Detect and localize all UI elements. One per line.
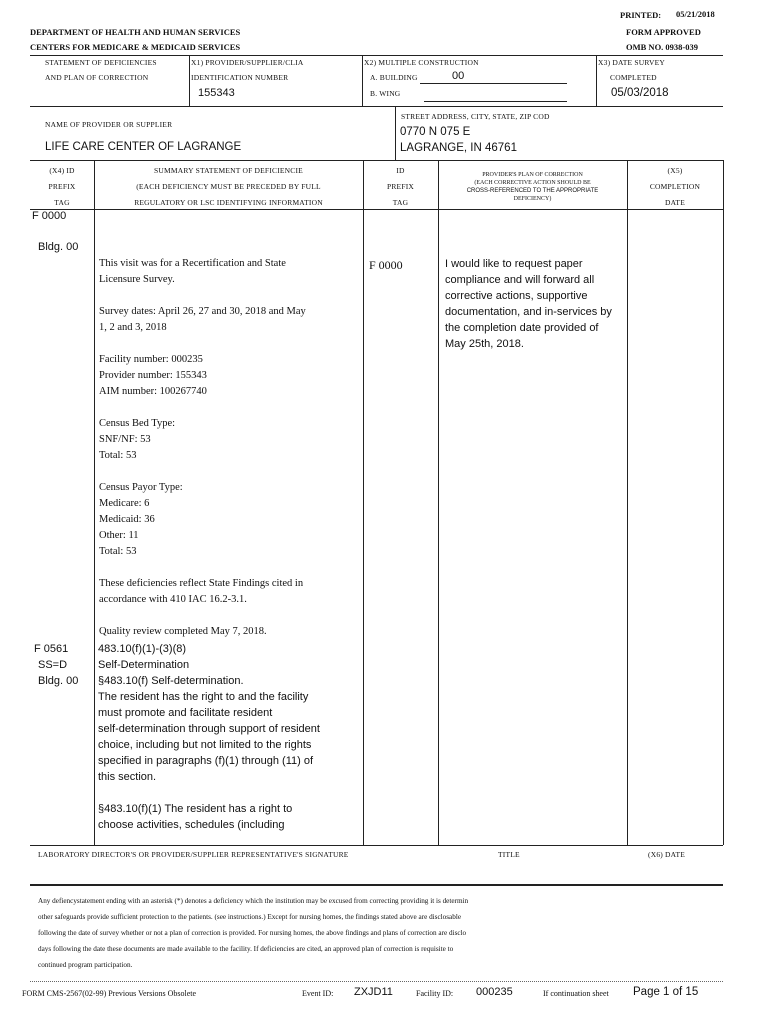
building-tag-1: Bldg. 00 bbox=[38, 241, 79, 253]
x2-label: X2) MULTIPLE CONSTRUCTION bbox=[364, 58, 479, 67]
recert-line-1: This visit was for a Recertification and State bbox=[99, 258, 286, 269]
facility-id-label: Facility ID: bbox=[416, 989, 454, 998]
aim-number: AIM number: 100267740 bbox=[99, 386, 207, 397]
findings-line-2: accordance with 410 IAC 16.2-3.1. bbox=[99, 594, 247, 605]
summary-header-1: SUMMARY STATEMENT OF DEFICIENCIE bbox=[154, 166, 303, 175]
id-header-2: PREFIX bbox=[386, 182, 415, 191]
plan-text-block bbox=[445, 256, 625, 352]
id-header-3: TAG bbox=[392, 198, 409, 207]
building-tag-2: Bldg. 00 bbox=[38, 675, 79, 687]
x4-header-1: (X4) ID bbox=[49, 166, 75, 175]
x3-label-1: X3) DATE SURVEY bbox=[598, 58, 665, 67]
payor-type-title: Census Payor Type: bbox=[99, 482, 183, 493]
address-line-1: 0770 N 075 E bbox=[400, 126, 471, 138]
payor-total: Total: 53 bbox=[99, 546, 137, 557]
reg-line-7: choice, including but not limited to the rights bbox=[98, 739, 312, 751]
event-id-value: ZXJD11 bbox=[354, 986, 393, 998]
survey-completed-date: 05/03/2018 bbox=[611, 87, 669, 99]
x5-header-1: (X5) bbox=[667, 166, 683, 175]
agency-line-2: CENTERS FOR MEDICARE & MEDICAID SERVICES bbox=[30, 42, 241, 52]
printed-label: PRINTED: bbox=[620, 10, 662, 20]
deficiency-tag-block bbox=[32, 641, 78, 689]
x1-label-2: IDENTIFICATION NUMBER bbox=[191, 73, 289, 82]
quality-review: Quality review completed May 7, 2018. bbox=[99, 626, 267, 637]
bed-total: Total: 53 bbox=[99, 450, 137, 461]
disclaimer-line-2: other safeguards provide sufficient protection to the patients. (see instructions.) Except for nursing homes, the findings stated above are disclosable bbox=[38, 913, 462, 921]
x4-header-2: PREFIX bbox=[48, 182, 76, 191]
reg-line-10: §483.10(f)(1) The resident has a right to bbox=[98, 803, 293, 815]
x5-header-3: DATE bbox=[665, 198, 685, 207]
address-label: STREET ADDRESS, CITY, STATE, ZIP COD bbox=[401, 112, 550, 121]
building-label: A. BUILDING bbox=[370, 73, 418, 82]
plan-prefix-tag: F 0000 bbox=[369, 258, 403, 272]
reg-line-9: this section. bbox=[98, 771, 157, 783]
disclaimer-line-5: continued program participation. bbox=[38, 961, 133, 969]
survey-line-1: Survey dates: April 26, 27 and 30, 2018 and May bbox=[99, 306, 306, 317]
building-value: 00 bbox=[452, 70, 465, 82]
plan-header-3: CROSS-REFERENCED TO THE APPROPRIATE bbox=[466, 188, 599, 194]
omb-number: OMB NO. 0938-039 bbox=[626, 42, 699, 52]
reg-line-8: specified in paragraphs (f)(1) through (11) of bbox=[98, 755, 314, 767]
prefix-tag-2: F 0561 bbox=[34, 643, 69, 655]
disclaimer-block bbox=[38, 893, 728, 973]
signature-label: LABORATORY DIRECTOR'S OR PROVIDER/SUPPLIER REPRESENTATIVE'S SIGNATURE bbox=[38, 850, 349, 859]
summary-header-3: REGULATORY OR LSC IDENTIFYING INFORMATION bbox=[134, 198, 323, 207]
plan-line-3: corrective actions, supportive bbox=[445, 290, 588, 302]
form-number: FORM CMS-2567(02-99) Previous Versions Obsolete bbox=[22, 989, 197, 998]
regulation-text-block bbox=[98, 641, 360, 833]
title-label: TITLE bbox=[498, 850, 520, 859]
payor-other: Other: 11 bbox=[99, 530, 139, 541]
facility-number: Facility number: 000235 bbox=[99, 354, 203, 365]
findings-line-1: These deficiencies reflect State Findings cited in bbox=[99, 578, 304, 589]
summary-text-block bbox=[99, 256, 361, 640]
provider-name: LIFE CARE CENTER OF LAGRANGE bbox=[45, 141, 242, 153]
address-line-2: LAGRANGE, IN 46761 bbox=[400, 142, 517, 154]
provider-name-label: NAME OF PROVIDER OR SUPPLIER bbox=[45, 120, 173, 129]
facility-id-value: 000235 bbox=[476, 986, 513, 998]
x5-header-2: COMPLETION bbox=[649, 182, 701, 191]
agency-line-1: DEPARTMENT OF HEALTH AND HUMAN SERVICES bbox=[30, 27, 241, 37]
provider-number: Provider number: 155343 bbox=[99, 370, 207, 381]
event-id-label: Event ID: bbox=[302, 989, 334, 998]
recert-line-2: Licensure Survey. bbox=[99, 274, 175, 285]
disclaimer-line-4: days following the date these documents are made available to the facility. If deficiencies are cited, an approved plan of correction is requisite to bbox=[38, 945, 454, 953]
payor-medicaid: Medicaid: 36 bbox=[99, 514, 155, 525]
page-number: Page 1 of 15 bbox=[633, 986, 699, 998]
reg-line-1: 483.10(f)(1)-(3)(8) bbox=[98, 643, 187, 655]
statement-label-2: AND PLAN OF CORRECTION bbox=[45, 73, 149, 82]
bed-snf: SNF/NF: 53 bbox=[99, 434, 151, 445]
reg-line-6: self-determination through support of resident bbox=[98, 723, 320, 735]
plan-header-4: DEFICIENCY) bbox=[513, 196, 552, 202]
reg-line-2: Self-Determination bbox=[98, 659, 190, 671]
id-header-1: ID bbox=[396, 166, 405, 175]
reg-line-5: must promote and facilitate resident bbox=[98, 707, 273, 719]
plan-line-2: compliance and will forward all bbox=[445, 274, 595, 286]
plan-header-2: (EACH CORRECTIVE ACTION SHOULD BE bbox=[474, 180, 591, 186]
wing-label: B. WING bbox=[370, 89, 401, 98]
x4-header-3: TAG bbox=[54, 198, 70, 207]
reg-line-11: choose activities, schedules (including bbox=[98, 819, 285, 831]
printed-date: 05/21/2018 bbox=[676, 9, 715, 19]
x3-label-2: COMPLETED bbox=[610, 73, 657, 82]
plan-line-5: the completion date provided of bbox=[445, 322, 599, 334]
statement-label-1: STATEMENT OF DEFICIENCIES bbox=[45, 58, 157, 67]
plan-line-6: May 25th, 2018. bbox=[445, 338, 524, 350]
bed-type-title: Census Bed Type: bbox=[99, 418, 176, 429]
disclaimer-line-1: Any defiencystatement ending with an asterisk (*) denotes a deficiency which the institution may be excused from correcting providing it is determin bbox=[38, 897, 469, 905]
plan-line-1: I would like to request paper bbox=[445, 258, 583, 270]
reg-line-3: §483.10(f) Self-determination. bbox=[98, 675, 244, 687]
survey-line-2: 1, 2 and 3, 2018 bbox=[99, 322, 167, 333]
prefix-tag-1: F 0000 bbox=[32, 210, 67, 222]
reg-line-4: The resident has the right to and the facility bbox=[98, 691, 309, 703]
continuation-label: If continuation sheet bbox=[543, 989, 609, 998]
summary-header-2: (EACH DEFICIENCY MUST BE PRECEDED BY FULL bbox=[136, 182, 321, 191]
disclaimer-line-3: following the date of survey whether or not a plan of correction is provided. For nursing homes, the above findings and plans of correction are disclo bbox=[38, 929, 467, 937]
scope-severity: SS=D bbox=[38, 659, 68, 671]
x1-label-1: X1) PROVIDER/SUPPLIER/CLIA bbox=[191, 58, 304, 67]
form-approved: FORM APPROVED bbox=[626, 27, 701, 37]
plan-header-1: PROVIDER'S PLAN OF CORRECTION bbox=[482, 172, 583, 178]
date-label: (X6) DATE bbox=[648, 850, 686, 859]
payor-medicare: Medicare: 6 bbox=[99, 498, 150, 509]
plan-line-4: documentation, and in-services by bbox=[445, 306, 612, 318]
provider-clia-number: 155343 bbox=[198, 87, 235, 99]
